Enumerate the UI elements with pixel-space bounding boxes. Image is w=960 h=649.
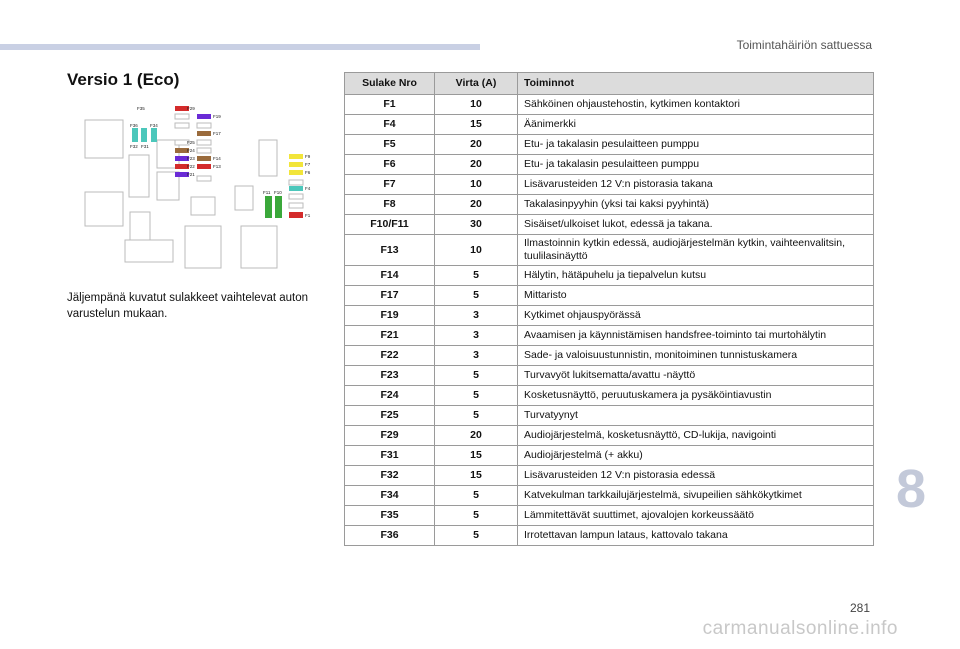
table-row [345, 386, 874, 406]
fuse-label: F10 [274, 190, 282, 195]
function-cell: Ilmastoinnin kytkin edessä, audiojärjestelmän kytkin, vaihteenvalitsin, tuulilasinäyttö [518, 235, 874, 266]
function-cell: Lisävarusteiden 12 V:n pistorasia takana [518, 175, 874, 195]
current-cell: 20 [435, 195, 518, 215]
running-header: Toimintahäiriön sattuessa [736, 38, 872, 52]
fuse-number-cell: F13 [345, 235, 435, 266]
table-row [345, 406, 874, 426]
current-cell: 3 [435, 306, 518, 326]
table-row [345, 195, 874, 215]
current-cell: 5 [435, 406, 518, 426]
current-cell: 3 [435, 326, 518, 346]
current-cell: 5 [435, 286, 518, 306]
table-row [345, 366, 874, 386]
fuse-number-cell: F10/F11 [345, 215, 435, 235]
table-row [345, 526, 874, 546]
fuse-label: F21 [187, 172, 195, 177]
fuse-label: F32 [130, 144, 138, 149]
fuse-table [344, 72, 874, 546]
fuse-label: F1 [305, 213, 311, 218]
fuse-label: F6 [305, 170, 311, 175]
header-current: Virta (A) [435, 73, 518, 95]
fuse-number-cell: F32 [345, 466, 435, 486]
fuse-label: F31 [141, 144, 149, 149]
current-cell: 5 [435, 506, 518, 526]
header-fuse-number: Sulake Nro [345, 73, 435, 95]
current-cell: 5 [435, 386, 518, 406]
fuse-label: F4 [305, 186, 311, 191]
intro-text: Jäljempänä kuvatut sulakkeet vaihtelevat auton varustelun mukaan. [67, 292, 309, 320]
fuse-number-cell: F19 [345, 306, 435, 326]
function-cell: Avaamisen ja käynnistämisen handsfree-toiminto tai murtohälytin [518, 326, 874, 346]
header-bar [0, 44, 480, 50]
current-cell: 30 [435, 215, 518, 235]
current-cell: 20 [435, 135, 518, 155]
fuse-number-cell: F31 [345, 446, 435, 466]
fuse-number-cell: F24 [345, 386, 435, 406]
table-row [345, 486, 874, 506]
function-cell: Etu- ja takalasin pesulaitteen pumppu [518, 135, 874, 155]
current-cell: 5 [435, 526, 518, 546]
function-cell: Audiojärjestelmä, kosketusnäyttö, CD-lukija, navigointi [518, 426, 874, 446]
fuse-label: F24 [187, 148, 195, 153]
function-cell: Hälytin, hätäpuhelu ja tiepalvelun kutsu [518, 266, 874, 286]
current-cell: 5 [435, 266, 518, 286]
fuse-number-cell: F6 [345, 155, 435, 175]
fuse-number-cell: F21 [345, 326, 435, 346]
fuse-label: F25 [187, 140, 195, 145]
fuse-number-cell: F36 [345, 526, 435, 546]
function-cell: Sade- ja valoisuustunnistin, monitoiminen tunnistuskamera [518, 346, 874, 366]
fuse-number-cell: F25 [345, 406, 435, 426]
header-functions: Toiminnot [518, 73, 874, 95]
fuse-number-cell: F22 [345, 346, 435, 366]
fuse-number-cell: F34 [345, 486, 435, 506]
table-row [345, 235, 874, 266]
fuse-number-cell: F17 [345, 286, 435, 306]
current-cell: 3 [435, 346, 518, 366]
fuse-label: F13 [213, 164, 221, 169]
function-cell: Kytkimet ohjauspyörässä [518, 306, 874, 326]
table-row [345, 306, 874, 326]
table-row [345, 346, 874, 366]
table-row [345, 115, 874, 135]
function-cell: Kosketusnäyttö, peruutuskamera ja pysäköintiavustin [518, 386, 874, 406]
current-cell: 20 [435, 155, 518, 175]
current-cell: 5 [435, 366, 518, 386]
function-cell: Lisävarusteiden 12 V:n pistorasia edessä [518, 466, 874, 486]
current-cell: 15 [435, 115, 518, 135]
section-title: Versio 1 (Eco) [67, 70, 180, 89]
fuse-number-cell: F5 [345, 135, 435, 155]
fuse-label: F9 [305, 154, 311, 159]
function-cell: Sisäiset/ulkoiset lukot, edessä ja takana. [518, 215, 874, 235]
fuse-number-cell: F14 [345, 266, 435, 286]
fuse-number-cell: F7 [345, 175, 435, 195]
table-row [345, 286, 874, 306]
fuse-label: F34 [150, 123, 158, 128]
fuse-number-cell: F4 [345, 115, 435, 135]
function-cell: Irrotettavan lampun lataus, kattovalo takana [518, 526, 874, 546]
table-row [345, 266, 874, 286]
current-cell: 10 [435, 235, 518, 266]
function-cell: Sähköinen ohjaustehostin, kytkimen kontaktori [518, 95, 874, 115]
table-row [345, 135, 874, 155]
table-row [345, 155, 874, 175]
fuse-number-cell: F8 [345, 195, 435, 215]
function-cell: Äänimerkki [518, 115, 874, 135]
fuse-label: F17 [213, 131, 221, 136]
function-cell: Turvatyynyt [518, 406, 874, 426]
current-cell: 5 [435, 486, 518, 506]
function-cell: Etu- ja takalasin pesulaitteen pumppu [518, 155, 874, 175]
table-header-row [345, 73, 874, 95]
fuse-label: F29 [187, 106, 195, 111]
table-row [345, 175, 874, 195]
function-cell: Turvavyöt lukitsematta/avattu -näyttö [518, 366, 874, 386]
function-cell: Audiojärjestelmä (+ akku) [518, 446, 874, 466]
table-row [345, 446, 874, 466]
function-cell: Mittaristo [518, 286, 874, 306]
table-row [345, 466, 874, 486]
fuse-number-cell: F35 [345, 506, 435, 526]
current-cell: 10 [435, 95, 518, 115]
current-cell: 15 [435, 466, 518, 486]
current-cell: 10 [435, 175, 518, 195]
function-cell: Lämmitettävät suuttimet, ajovalojen korkeussäätö [518, 506, 874, 526]
fuse-label: F14 [213, 156, 221, 161]
function-cell: Katvekulman tarkkailujärjestelmä, sivupeilien sähkökytkimet [518, 486, 874, 506]
fuse-number-cell: F29 [345, 426, 435, 446]
fuse-label: F11 [263, 190, 271, 195]
fuse-label: F22 [187, 164, 195, 169]
current-cell: 20 [435, 426, 518, 446]
chapter-number: 8 [895, 459, 926, 519]
fuse-number-cell: F1 [345, 95, 435, 115]
table-row [345, 215, 874, 235]
table-row [345, 95, 874, 115]
fuse-label: F23 [187, 156, 195, 161]
table-row [345, 426, 874, 446]
watermark: carmanualsonline.info [702, 618, 898, 639]
fuse-label: F7 [305, 162, 311, 167]
fuse-number-cell: F23 [345, 366, 435, 386]
function-cell: Takalasinpyyhin (yksi tai kaksi pyyhintä) [518, 195, 874, 215]
table-row [345, 326, 874, 346]
fuse-box-diagram [75, 100, 325, 280]
fuse-label: F35 [137, 106, 145, 111]
fuse-label: F19 [213, 114, 221, 119]
fuse-label: F36 [130, 123, 138, 128]
page-number: 281 [849, 601, 870, 615]
table-row [345, 506, 874, 526]
current-cell: 15 [435, 446, 518, 466]
